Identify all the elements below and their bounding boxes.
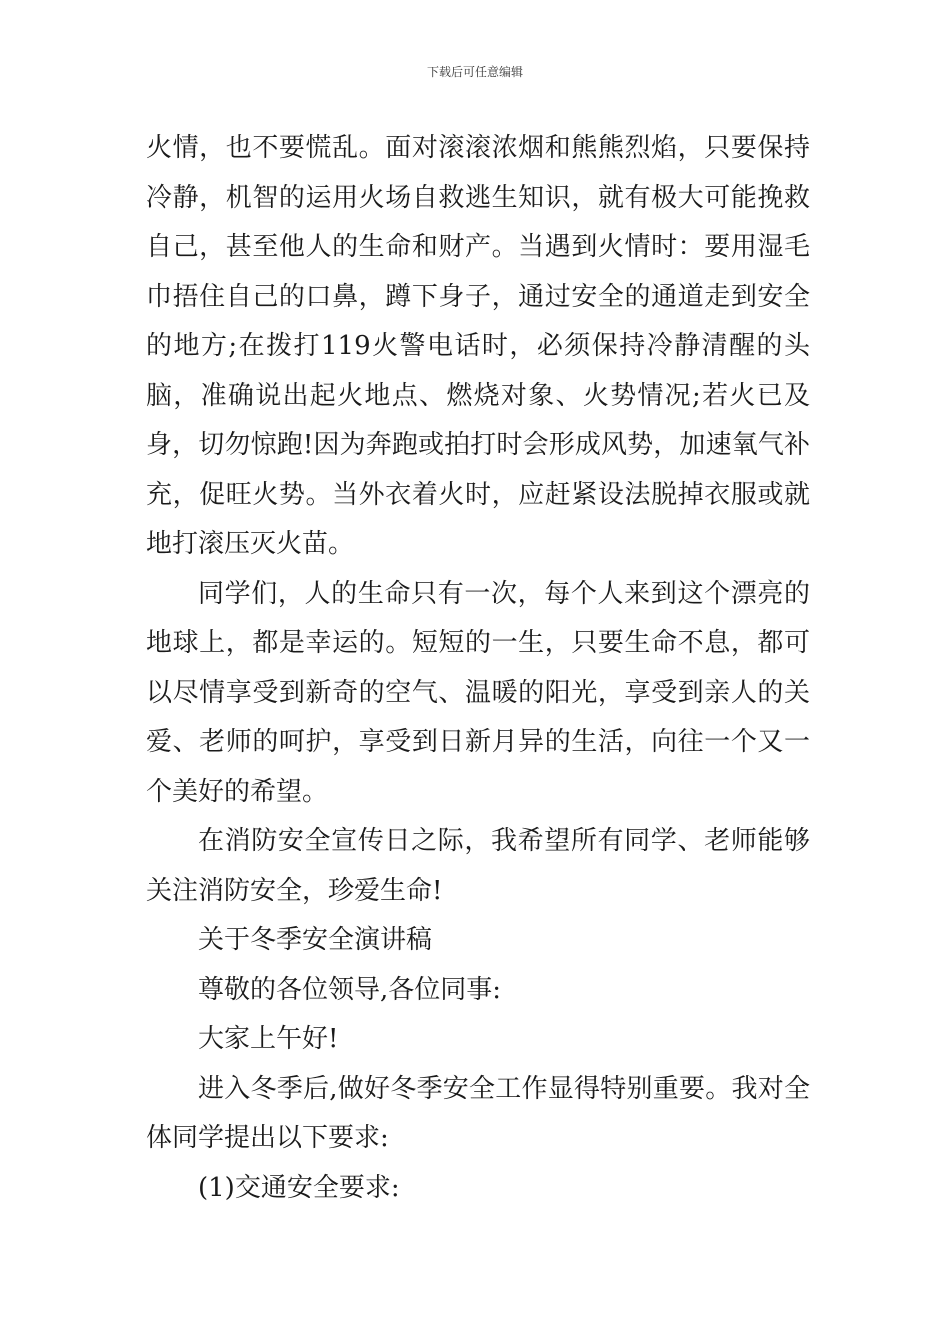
paragraph-winter-intro: 进入冬季后,做好冬季安全工作显得特别重要。我对全体同学提出以下要求: [146,1073,810,1153]
section-title-winter-safety: 关于冬季安全演讲稿 [198,925,433,955]
document-body [146,124,810,1213]
paragraph-salutation: 尊敬的各位领导,各位同事: [198,974,502,1005]
paragraph-fire-escape: 火情，也不要慌乱。面对滚滚浓烟和熊熊烈焰，只要保持冷静，机智的运用火场自救逃生知识，就有极大可能挽救自己，甚至他人的生命和财产。当遇到火情时：要用湿毛巾捂住自己的口鼻，蹲下身子，通过安全的通道走到安全的地方;在拨打119火警电话时，必须保持冷静清醒的头脑，准确说出起火地点、燃烧对象、火势情况;若火已及身，切勿惊跑!因为奔跑或拍打时会形成风势，加速氧气补充，促旺火势。当外衣着火时，应赶紧设法脱掉衣服或就地打滚压灭火苗。 [146,133,810,559]
paragraph-cherish-life: 同学们，人的生命只有一次，每个人来到这个漂亮的地球上，都是幸运的。短短的一生，只要生命不息，都可以尽情享受到新奇的空气、温暖的阳光，享受到亲人的关爱、老师的呵护，享受到日新月异的生活，向往一个又一个美好的希望。 [146,578,810,807]
paragraph-greeting: 大家上午好! [198,1024,339,1054]
paragraph-traffic-safety-heading: (1)交通安全要求: [198,1172,400,1203]
page-header: 下载后可任意编辑 [426,65,523,79]
paragraph-fire-safety-day: 在消防安全宣传日之际，我希望所有同学、老师能够关注消防安全，珍爱生命! [146,826,810,906]
